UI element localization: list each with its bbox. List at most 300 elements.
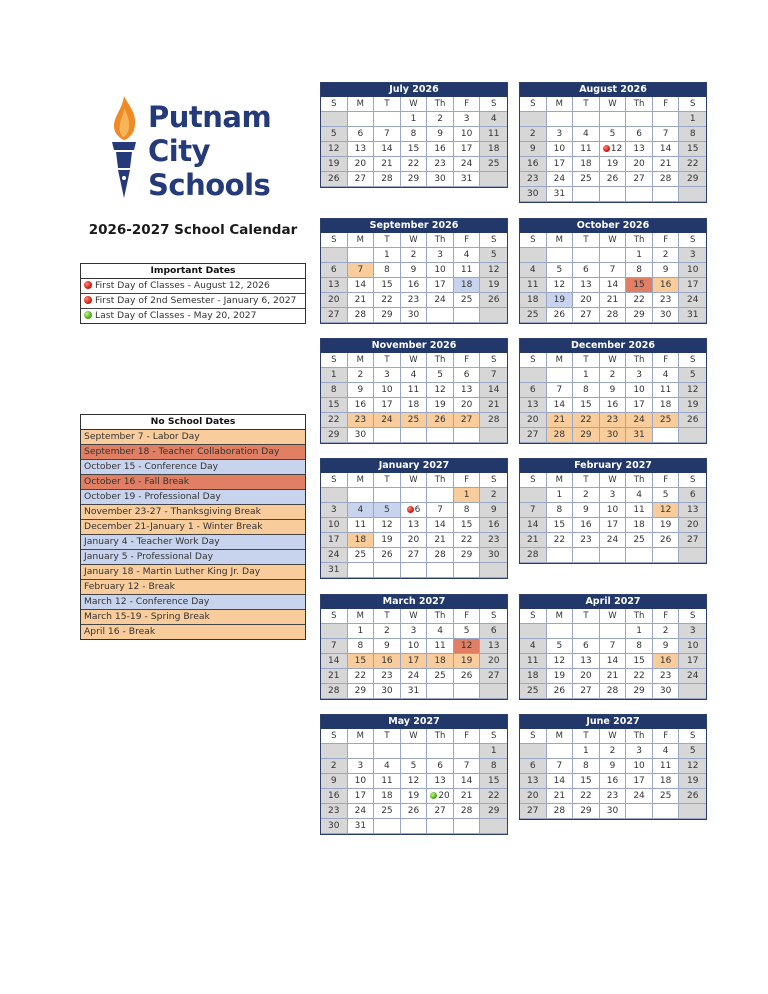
no-school-row: September 18 - Teacher Collaboration Day: [81, 445, 305, 460]
day-number: 31: [553, 189, 566, 199]
no-school-row: March 12 - Conference Day: [81, 595, 305, 610]
day-cell: [573, 278, 600, 293]
day-number: 23: [434, 159, 446, 169]
day-cell: [374, 142, 401, 157]
day-number: 3: [636, 746, 642, 756]
day-number: 22: [328, 415, 340, 425]
weekday-label: S: [520, 609, 547, 624]
day-cell: [374, 759, 401, 774]
day-cell: [401, 503, 428, 518]
day-number: 5: [662, 490, 669, 500]
day-number: 30: [606, 806, 619, 816]
empty-day-cell: [600, 624, 627, 639]
day-number: 28: [381, 174, 393, 184]
day-cell: [520, 127, 547, 142]
day-number: 31: [407, 686, 420, 696]
day-cell: [679, 654, 706, 669]
weekday-label: S: [321, 97, 348, 112]
empty-day-cell: [520, 368, 547, 383]
weekday-label: W: [401, 233, 428, 248]
day-number: 6: [414, 505, 421, 515]
day-number: 9: [330, 776, 337, 786]
weekday-label: F: [454, 353, 481, 368]
day-number: 27: [434, 806, 446, 816]
weekday-label: T: [374, 609, 401, 624]
day-cell: [653, 248, 680, 263]
day-number: 25: [633, 535, 645, 545]
day-cell: [653, 142, 680, 157]
empty-day-cell: [480, 819, 507, 834]
weekday-label: W: [600, 473, 627, 488]
day-number: 22: [633, 295, 645, 305]
weekday-label: Th: [626, 729, 653, 744]
day-number: 28: [527, 550, 539, 560]
empty-day-cell: [520, 248, 547, 263]
weekday-label: F: [653, 729, 680, 744]
day-number: 20: [527, 791, 539, 801]
day-number: 15: [553, 520, 566, 530]
month-day-grid: [520, 353, 706, 443]
day-number: 10: [553, 144, 566, 154]
weekday-label: S: [520, 353, 547, 368]
day-cell: [401, 142, 428, 157]
day-cell: [653, 278, 680, 293]
day-number: 25: [659, 791, 672, 801]
day-cell: [321, 684, 348, 699]
day-number: 30: [487, 550, 500, 560]
day-number: 14: [460, 776, 473, 786]
day-cell: [600, 518, 627, 533]
no-school-dates-table: [80, 414, 306, 640]
day-number: 14: [328, 656, 340, 666]
day-cell: [573, 398, 600, 413]
day-number: 1: [636, 250, 642, 260]
day-number: 13: [407, 520, 420, 530]
day-cell: [679, 308, 706, 323]
day-cell: [480, 157, 507, 172]
day-cell: [626, 127, 653, 142]
day-number: 4: [384, 761, 390, 771]
day-cell: [401, 248, 428, 263]
day-number: 5: [689, 370, 696, 380]
day-cell: [454, 293, 481, 308]
day-number: 17: [686, 280, 699, 290]
day-cell: [480, 383, 507, 398]
day-cell: [679, 398, 706, 413]
day-cell: [374, 368, 401, 383]
day-number: 10: [354, 776, 367, 786]
day-cell: [348, 774, 375, 789]
day-number: 3: [636, 370, 642, 380]
empty-day-cell: [573, 624, 600, 639]
day-cell: [520, 278, 547, 293]
day-cell: [454, 413, 481, 428]
day-number: 20: [407, 535, 420, 545]
weekday-label: F: [454, 97, 481, 112]
day-number: 1: [410, 114, 417, 124]
day-number: 24: [460, 159, 473, 169]
day-cell: [427, 759, 454, 774]
day-number: 16: [487, 520, 500, 530]
day-number: 8: [490, 761, 497, 771]
day-cell: [679, 639, 706, 654]
day-cell: [679, 488, 706, 503]
day-cell: [480, 263, 507, 278]
day-cell: [348, 413, 375, 428]
empty-day-cell: [547, 744, 574, 759]
day-number: 7: [330, 641, 337, 651]
day-cell: [427, 413, 454, 428]
day-number: 22: [580, 415, 592, 425]
day-cell: [321, 278, 348, 293]
day-cell: [653, 293, 680, 308]
day-number: 17: [553, 159, 566, 169]
day-cell: [573, 383, 600, 398]
day-cell: [348, 308, 375, 323]
day-number: 6: [529, 761, 536, 771]
day-cell: [679, 744, 706, 759]
day-cell: [679, 127, 706, 142]
month-day-grid: [520, 233, 706, 323]
day-cell: [374, 789, 401, 804]
day-number: 16: [659, 656, 672, 666]
weekday-label: S: [480, 729, 507, 744]
day-number: 8: [384, 265, 390, 275]
day-number: 11: [354, 520, 367, 530]
day-number: 29: [633, 686, 645, 696]
day-number: 6: [583, 641, 589, 651]
day-number: 24: [553, 174, 566, 184]
important-date-row: [81, 279, 305, 294]
day-number: 21: [553, 791, 566, 801]
day-cell: [480, 248, 507, 263]
day-cell: [454, 157, 481, 172]
day-number: 17: [407, 656, 420, 666]
day-cell: [427, 654, 454, 669]
empty-day-cell: [547, 112, 574, 127]
weekday-label: S: [679, 473, 706, 488]
day-cell: [520, 669, 547, 684]
day-number: 4: [463, 250, 470, 260]
day-cell: [573, 669, 600, 684]
day-number: 4: [636, 490, 642, 500]
weekday-label: Th: [427, 233, 454, 248]
month-calendar: [320, 218, 508, 324]
empty-day-cell: [401, 428, 428, 443]
day-cell: [321, 293, 348, 308]
day-number: 19: [686, 400, 699, 410]
day-number: 7: [609, 265, 616, 275]
day-number: 17: [460, 144, 473, 154]
empty-day-cell: [374, 112, 401, 127]
month-calendar: [519, 458, 707, 564]
day-number: 11: [434, 641, 446, 651]
day-cell: [520, 654, 547, 669]
empty-day-cell: [401, 744, 428, 759]
day-number: 18: [659, 400, 672, 410]
day-cell: [547, 293, 574, 308]
red-dot-icon: [84, 281, 92, 289]
day-cell: [520, 759, 547, 774]
day-number: 18: [487, 144, 500, 154]
day-number: 11: [487, 129, 500, 139]
empty-day-cell: [480, 172, 507, 187]
day-cell: [626, 248, 653, 263]
weekday-label: S: [679, 729, 706, 744]
day-cell: [321, 157, 348, 172]
day-cell: [427, 669, 454, 684]
day-cell: [573, 654, 600, 669]
day-cell: [600, 368, 627, 383]
day-number: 3: [357, 761, 364, 771]
day-number: 25: [434, 671, 446, 681]
month-title: September 2026: [321, 219, 507, 233]
day-number: 31: [460, 174, 473, 184]
day-number: 2: [357, 370, 364, 380]
weekday-label: W: [600, 729, 627, 744]
empty-day-cell: [321, 744, 348, 759]
day-number: 8: [357, 641, 364, 651]
empty-day-cell: [547, 368, 574, 383]
weekday-label: S: [520, 729, 547, 744]
day-number: 12: [460, 641, 473, 651]
month-calendar: [320, 594, 508, 700]
empty-day-cell: [480, 428, 507, 443]
weekday-label: Th: [626, 473, 653, 488]
day-number: 25: [354, 550, 367, 560]
empty-day-cell: [573, 112, 600, 127]
month-title: May 2027: [321, 715, 507, 729]
day-number: 25: [381, 806, 393, 816]
empty-day-cell: [348, 248, 375, 263]
day-number: 4: [662, 746, 669, 756]
day-number: 26: [460, 671, 473, 681]
day-number: 7: [384, 129, 390, 139]
day-cell: [374, 518, 401, 533]
empty-day-cell: [454, 428, 481, 443]
weekday-label: M: [348, 473, 375, 488]
day-number: 18: [527, 671, 539, 681]
weekday-label: W: [401, 729, 428, 744]
important-date-row: [81, 309, 305, 323]
day-number: 31: [354, 821, 367, 831]
day-cell: [520, 142, 547, 157]
day-number: 19: [659, 520, 672, 530]
day-cell: [626, 774, 653, 789]
day-cell: [547, 684, 574, 699]
day-number: 22: [580, 791, 592, 801]
day-number: 3: [689, 626, 696, 636]
month-title: July 2026: [321, 83, 507, 97]
day-number: 12: [686, 761, 699, 771]
day-cell: [480, 398, 507, 413]
day-cell: [454, 112, 481, 127]
day-number: 14: [381, 144, 393, 154]
day-cell: [626, 789, 653, 804]
day-number: 24: [407, 671, 420, 681]
day-number: 13: [527, 400, 539, 410]
day-number: 9: [583, 505, 589, 515]
month-day-grid: [321, 729, 507, 834]
empty-day-cell: [348, 563, 375, 578]
day-number: 21: [553, 415, 566, 425]
day-cell: [626, 533, 653, 548]
day-cell: [454, 669, 481, 684]
day-cell: [547, 503, 574, 518]
day-number: 23: [659, 671, 672, 681]
day-cell: [348, 293, 375, 308]
empty-day-cell: [600, 548, 627, 563]
day-number: 27: [580, 686, 592, 696]
day-number: 5: [689, 746, 696, 756]
day-number: 4: [529, 265, 536, 275]
day-cell: [321, 172, 348, 187]
day-cell: [321, 533, 348, 548]
day-cell: [600, 669, 627, 684]
day-cell: [520, 639, 547, 654]
month-title: October 2026: [520, 219, 706, 233]
day-number: 4: [583, 129, 589, 139]
weekday-label: T: [374, 97, 401, 112]
day-number: 24: [354, 806, 367, 816]
day-cell: [480, 744, 507, 759]
day-number: 18: [527, 295, 539, 305]
day-number: 29: [633, 310, 645, 320]
day-cell: [547, 127, 574, 142]
weekday-label: S: [520, 473, 547, 488]
weekday-label: W: [401, 609, 428, 624]
day-number: 28: [553, 806, 566, 816]
day-cell: [401, 308, 428, 323]
day-number: 18: [659, 776, 672, 786]
day-cell: [547, 639, 574, 654]
no-school-row: January 5 - Professional Day: [81, 550, 305, 565]
day-cell: [427, 548, 454, 563]
no-school-row: November 23-27 - Thanksgiving Break: [81, 505, 305, 520]
day-number: 8: [410, 129, 417, 139]
empty-day-cell: [679, 684, 706, 699]
day-number: 31: [328, 565, 340, 575]
weekday-label: W: [600, 233, 627, 248]
day-number: 14: [553, 776, 566, 786]
day-cell: [679, 263, 706, 278]
day-cell: [573, 518, 600, 533]
day-number: 28: [606, 686, 619, 696]
day-cell: [547, 263, 574, 278]
day-number: 28: [487, 415, 500, 425]
day-number: 15: [686, 144, 699, 154]
empty-day-cell: [520, 744, 547, 759]
day-number: 12: [553, 656, 566, 666]
day-cell: [626, 639, 653, 654]
day-number: 29: [686, 174, 699, 184]
day-number: 16: [659, 280, 672, 290]
month-day-grid: [321, 609, 507, 699]
empty-day-cell: [679, 187, 706, 202]
day-cell: [573, 428, 600, 443]
day-cell: [374, 639, 401, 654]
empty-day-cell: [454, 563, 481, 578]
day-cell: [348, 503, 375, 518]
month-day-grid: [321, 353, 507, 443]
day-number: 24: [381, 415, 393, 425]
weekday-label: W: [401, 473, 428, 488]
day-cell: [480, 804, 507, 819]
logo-line: City: [148, 134, 210, 168]
day-number: 16: [407, 280, 420, 290]
day-number: 26: [328, 174, 340, 184]
day-cell: [427, 127, 454, 142]
no-school-row: December 21-January 1 - Winter Break: [81, 520, 305, 535]
day-cell: [480, 112, 507, 127]
day-number: 3: [330, 505, 337, 515]
day-cell: [547, 187, 574, 202]
day-number: 1: [689, 114, 696, 124]
day-cell: [600, 398, 627, 413]
day-number: 16: [354, 400, 367, 410]
day-number: 8: [636, 265, 642, 275]
day-number: 27: [686, 535, 699, 545]
weekday-label: F: [454, 729, 481, 744]
day-number: 24: [686, 295, 699, 305]
day-number: 20: [487, 656, 500, 666]
day-number: 28: [328, 686, 340, 696]
day-cell: [480, 759, 507, 774]
empty-day-cell: [653, 187, 680, 202]
month-calendar: [320, 714, 508, 835]
day-number: 28: [354, 310, 367, 320]
day-cell: [374, 654, 401, 669]
no-school-rows: [81, 430, 305, 639]
day-number: 29: [580, 806, 592, 816]
empty-day-cell: [374, 428, 401, 443]
day-cell: [427, 383, 454, 398]
day-cell: [321, 563, 348, 578]
weekday-label: S: [321, 353, 348, 368]
day-cell: [374, 308, 401, 323]
day-cell: [600, 172, 627, 187]
day-cell: [374, 503, 401, 518]
day-cell: [348, 684, 375, 699]
weekday-label: F: [653, 609, 680, 624]
day-cell: [573, 413, 600, 428]
empty-day-cell: [427, 563, 454, 578]
day-number: 9: [609, 761, 616, 771]
day-number: 15: [407, 144, 420, 154]
day-cell: [547, 308, 574, 323]
day-number: 7: [437, 505, 443, 515]
day-cell: [679, 533, 706, 548]
weekday-label: S: [480, 97, 507, 112]
day-number: 2: [583, 490, 589, 500]
day-number: 1: [636, 626, 642, 636]
day-number: 22: [487, 791, 500, 801]
day-cell: [573, 263, 600, 278]
day-number: 25: [460, 295, 473, 305]
weekday-label: W: [401, 353, 428, 368]
day-cell: [547, 488, 574, 503]
day-number: 23: [487, 535, 500, 545]
day-cell: [374, 172, 401, 187]
day-number: 1: [556, 490, 563, 500]
day-cell: [427, 398, 454, 413]
weekday-label: S: [480, 233, 507, 248]
day-number: 14: [354, 280, 367, 290]
day-number: 13: [633, 144, 645, 154]
day-number: 25: [527, 310, 539, 320]
day-number: 15: [633, 280, 645, 290]
day-number: 11: [659, 761, 672, 771]
